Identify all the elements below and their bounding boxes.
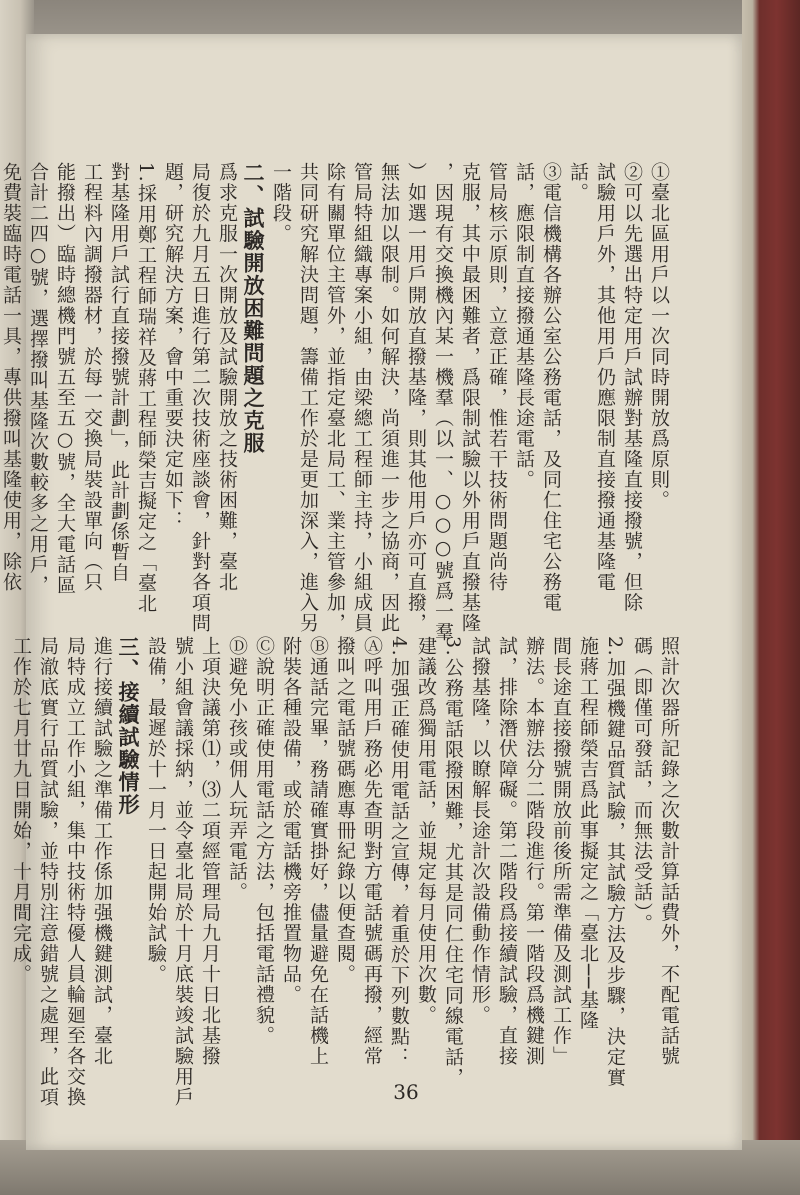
text-column: 2.加强機鍵品質試驗，其試驗方法及步驟，決定實: [604, 636, 626, 1088]
text-column: 撥叫之電話號碼應專冊紀錄以便查閱。: [334, 636, 356, 985]
text-column: 對基隆用戶試行直接撥號計劃」，此計劃係暫自: [108, 162, 130, 583]
text-column: 免費裝臨時電話一具，專供撥叫基隆使用，除依: [0, 162, 22, 593]
text-column: 局澈底實行品質試驗，並特別注意錯號之處理，此項: [37, 636, 59, 1108]
text-column: 題，研究解決方案，會中重要決定如下：: [162, 162, 184, 531]
text-column: 附裝各種設備，或於電話機旁推置物品。: [280, 636, 302, 1005]
text-column: 試，排除潛伏障礙。第二階段爲接續試驗，直接: [496, 636, 518, 1067]
text-column: 能撥出）臨時總機門號五至五○號，全大電話區: [54, 162, 76, 596]
text-column: 施蔣工程師榮吉爲此事擬定之「臺北──基隆: [577, 636, 599, 1031]
text-column: 一階段。: [270, 162, 292, 244]
text-column: 4.加强正確使用電話之宣傳，着重於下列數點：: [388, 636, 410, 1068]
text-column: 管局特組織專案小組，由梁總工程師主持，小組成員: [351, 162, 373, 634]
text-column: 間長途直接撥號開放前後所需準備及測試工作」: [550, 636, 572, 1067]
text-column: 管局核示原則，立意正確，惟若干技術問題尚待: [486, 162, 508, 593]
text-column: 合計二四○號，選擇撥叫基隆次數較多之用戶，: [27, 162, 49, 596]
text-column: 建議改爲獨用電話，並規定每月使用次數。: [415, 636, 437, 1026]
text-column: 爲求克服一次開放及試驗開放之技術困難，臺北: [216, 162, 238, 593]
text-column: 上項決議第⑴，⑶二項經管理局九月十日北基撥: [199, 636, 221, 1067]
text-column: 除有關單位主管外，並指定臺北局工、業主管參加，: [324, 162, 346, 634]
text-column: 號小組會議採納，並令臺北局於十月底裝竣試驗用戶: [172, 636, 194, 1108]
text-column: 進行接續試驗之準備工作係加强機鍵測試，臺北: [91, 636, 113, 1067]
text-column: Ⓑ通話完畢，務請確實掛好，儘量避免在話機上: [307, 636, 329, 1067]
text-column: ）如選一用戶開放直撥基隆，則其他用戶亦可直撥，: [405, 162, 427, 634]
text-column: 試驗用戶外，其他用戶仍應限制直接撥通基隆電: [594, 162, 616, 593]
text-column: 碼（即僅可發話，而無法受話）。: [631, 636, 653, 934]
upper-text-section: [0, 162, 672, 643]
text-column: Ⓐ呼叫用戶務必先查明對方電話號碼再撥，經常: [361, 636, 383, 1067]
text-column: ，因現有交換機內某一機羣（以一、○○○號爲一羣: [432, 162, 454, 643]
book-page: [0, 34, 742, 1150]
text-column: 三、接續試驗情形: [116, 636, 141, 816]
text-column: 設備，最遲於十一月一日起開始試驗。: [145, 636, 167, 985]
text-column: 試撥基隆，以瞭解長途計次設備動作情形。: [469, 636, 491, 1026]
text-column: Ⓒ說明正確使用電話之方法，包括電話禮貌。: [253, 636, 275, 1046]
text-column: 二、試驗開放困難問題之克服: [241, 162, 266, 455]
text-column: Ⓓ避免小孩或佣人玩弄電話。: [226, 636, 248, 903]
text-column: 照計次器所記錄之次數計算話費外，不配電話號: [658, 636, 680, 1067]
page-number: 36: [393, 1080, 419, 1104]
text-column: 話。: [567, 162, 589, 203]
text-column: 局復於九月五日進行第二次技術座談會，針對各項問: [189, 162, 211, 634]
text-column: 1.採用鄭工程師瑞祥及蔣工程師榮吉擬定之「臺北: [135, 162, 157, 614]
text-column: 話，應限制直接撥通基隆長途電話。: [513, 162, 535, 490]
text-column: ①臺北區用戶以一次同時開放爲原則。: [648, 162, 670, 511]
book-binding: [742, 0, 800, 1195]
text-column: 克服，其中最困難者，爲限制試驗以外用戶直撥基隆: [459, 162, 481, 634]
text-column: 辦法。本辦法分二階段進行。第一階段爲機鍵測: [523, 636, 545, 1067]
text-column: 共同研究解決問題，籌備工作於是更加深入，進入另: [297, 162, 319, 634]
text-column: ②可以先選出特定用戶試辦對基隆直接撥號，但除: [621, 162, 643, 613]
text-column: 局特成立工作小組，集中技術特優人員輪廻至各交換: [64, 636, 86, 1108]
text-column: ③電信機構各辦公室公務電話，及同仁住宅公務電: [540, 162, 562, 613]
text-column: 工作於七月廿九日開始，十月間完成。: [10, 636, 32, 985]
text-column: 無法加以限制。如何解決，尚須進一步之協商，因此: [378, 162, 400, 634]
text-column: 3.公務電話限撥困難，尤其是同仁住宅同線電話，: [442, 636, 464, 1088]
text-column: 工程料內調撥器材，於每一交換局裝設單向（只: [81, 162, 103, 593]
